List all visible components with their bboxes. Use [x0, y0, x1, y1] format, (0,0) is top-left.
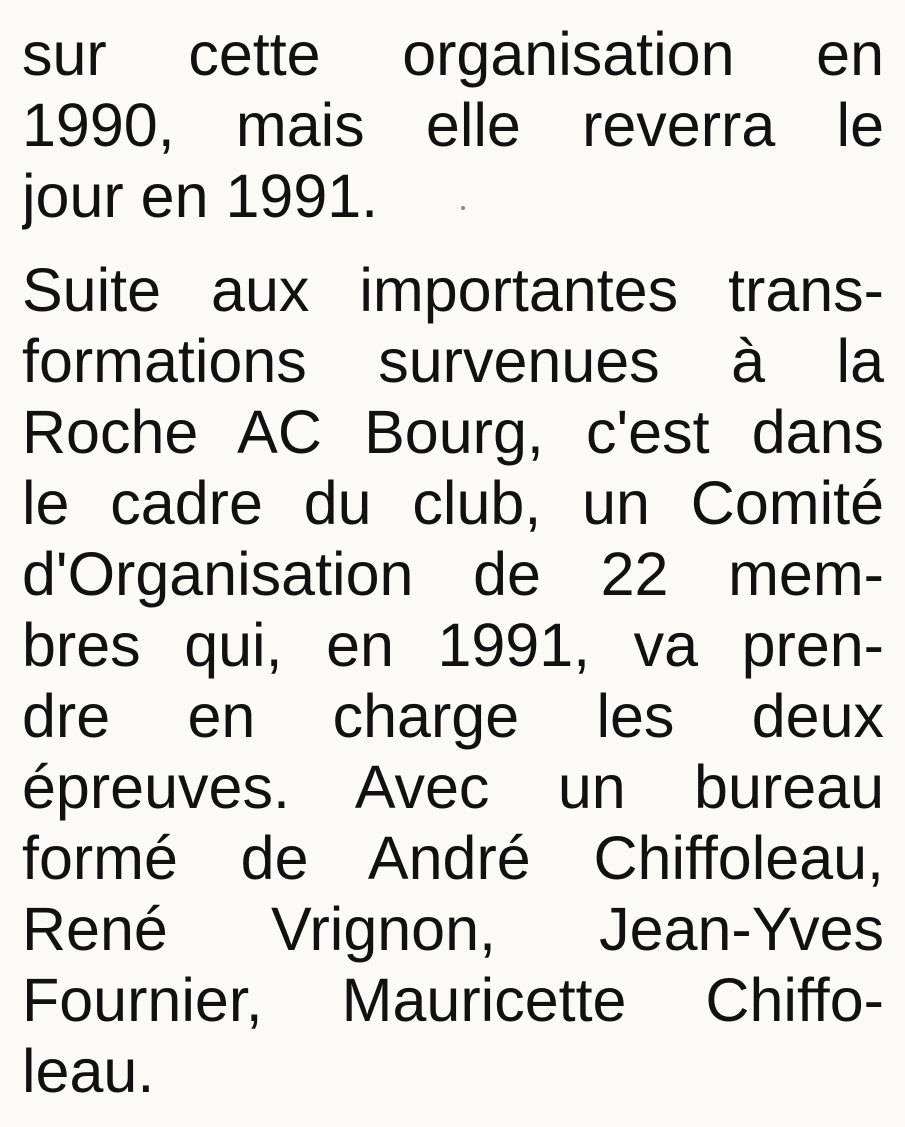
text-line: jour en 1991.	[22, 162, 379, 230]
text-line: bres qui, en 1991, va pren-	[22, 611, 884, 679]
text-line: le cadre du club, un Comité	[22, 469, 884, 537]
text-line: 1990, mais elle reverra le	[22, 91, 884, 159]
text-line: sur cette organisation en	[22, 20, 884, 88]
text-line: épreuves. Avec un bureau	[22, 753, 884, 821]
text-line: dre en charge les deux	[22, 682, 884, 750]
text-line: René Vrignon, Jean-Yves	[22, 895, 884, 963]
text-line: Roche AC Bourg, c'est dans	[22, 398, 884, 466]
text-line: leau.	[22, 1037, 155, 1105]
text-line: Suite aux importantes trans-	[22, 256, 884, 324]
text-line: Fournier, Mauricette Chiffo-	[22, 966, 884, 1034]
text-line: d'Organisation de 22 mem-	[22, 540, 884, 608]
text-line: formé de André Chiffoleau,	[22, 824, 884, 892]
text-line: formations survenues à la	[22, 327, 884, 395]
